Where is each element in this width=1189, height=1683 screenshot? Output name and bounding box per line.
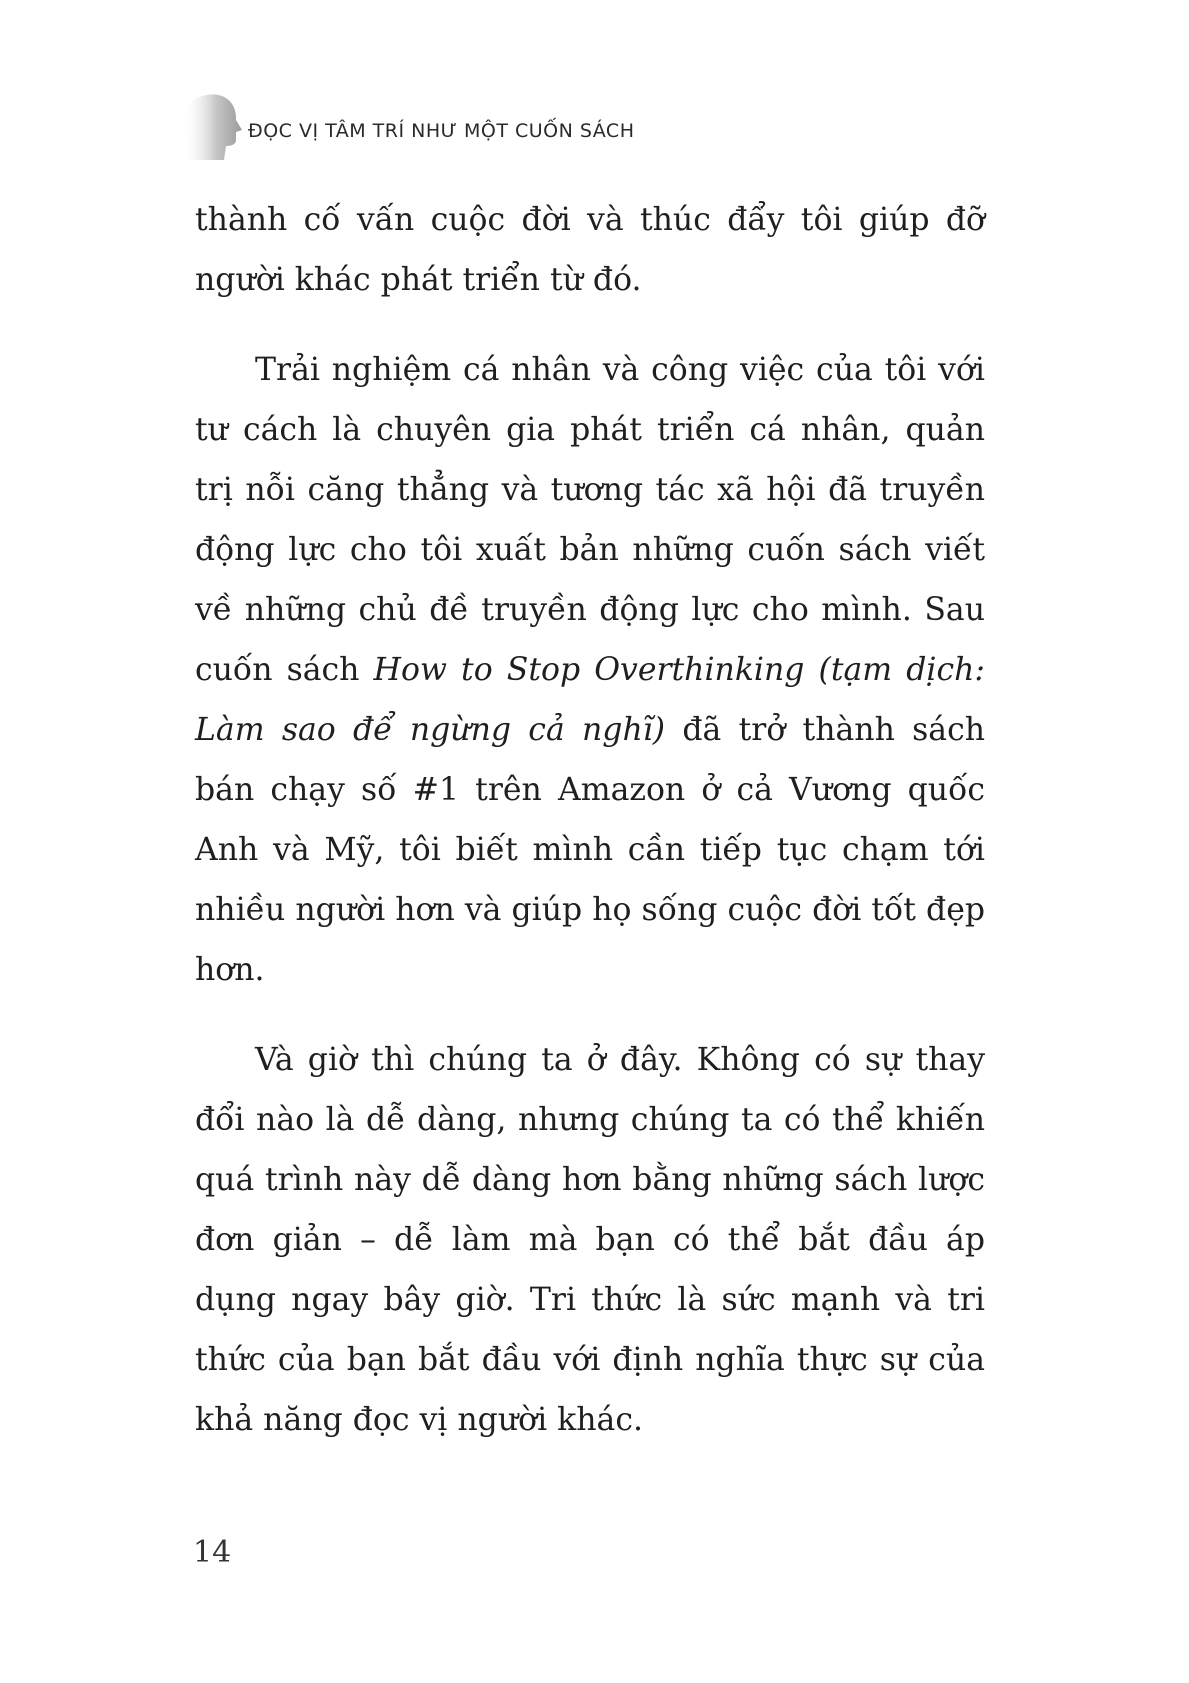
page-number: 14 [193, 1535, 232, 1570]
head-silhouette-icon [178, 90, 248, 160]
paragraph-2-text-start: Trải nghiệm cá nhân và công việc của tôi với tư cách là chuyên gia phát triển cá nhân, quản trị nỗi căng thẳng và tương tác xã hội đã truyền động lực cho tôi xuất bản những cuốn sách viết về những chủ đề truyền động lực cho mình. Sau cuốn sách [195, 352, 985, 688]
paragraph-2 [195, 340, 985, 1000]
page-header [178, 90, 878, 160]
paragraph-3: Và giờ thì chúng ta ở đây. Không có sự thay đổi nào là dễ dàng, nhưng chúng ta có thể khiến quá trình này dễ dàng hơn bằng những sách lược đơn giản – dễ làm mà bạn có thể bắt đầu áp dụng ngay bây giờ. Tri thức là sức mạnh và tri thức của bạn bắt đầu với định nghĩa thực sự của khả năng đọc vị người khác. [195, 1042, 985, 1438]
paragraph-2-text-end: đã trở thành sách bán chạy số #1 trên Amazon ở cả Vương quốc Anh và Mỹ, tôi biết mình cần tiếp tục chạm tới nhiều người hơn và giúp họ sống cuộc đời tốt đẹp hơn. [195, 712, 985, 988]
book-title-italic: How to Stop Overthinking (tạm dịch: Làm sao để ngừng cả nghĩ) [195, 652, 985, 748]
running-title: ĐỌC VỊ TÂM TRÍ NHƯ MỘT CUỐN SÁCH [248, 120, 635, 142]
paragraph-1: thành cố vấn cuộc đời và thúc đẩy tôi giúp đỡ người khác phát triển từ đó. [195, 202, 985, 298]
body-text [195, 190, 985, 1480]
